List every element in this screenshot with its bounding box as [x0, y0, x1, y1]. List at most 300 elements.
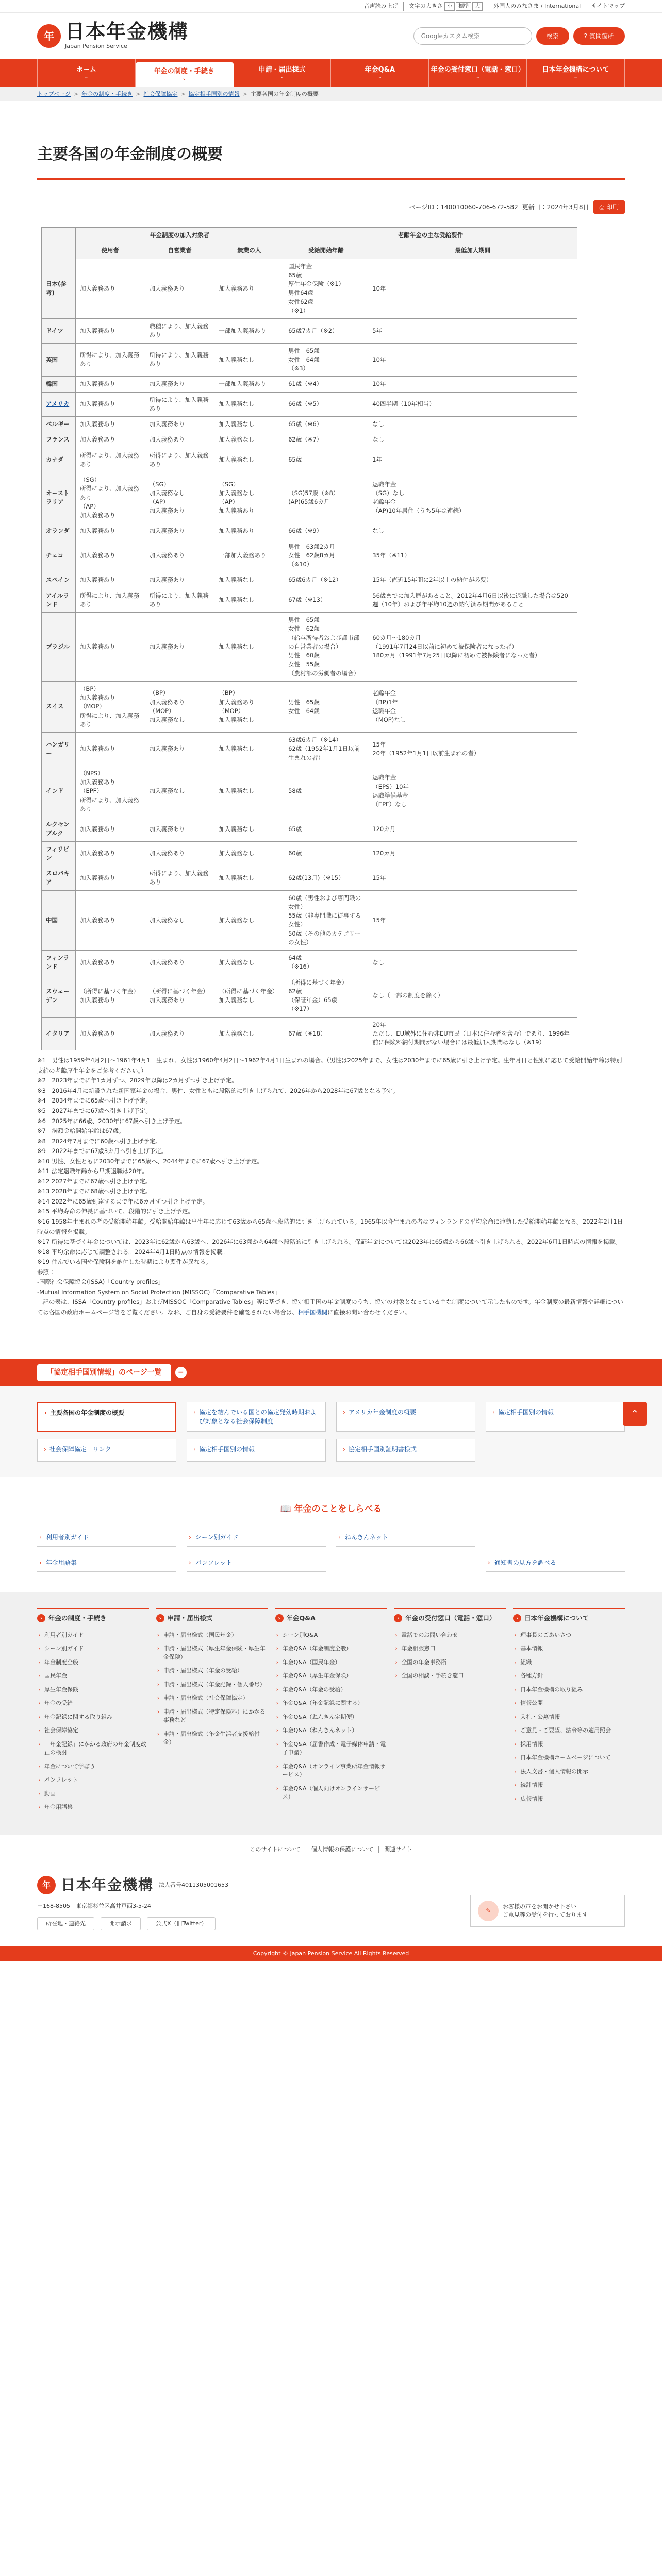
series-link[interactable]	[336, 1439, 475, 1462]
note-line: ※1 男性は1959年4月2日～1961年4月1日生まれ、女性は1960年4月2日～1962年4月1日生まれの場合。（男性は2025年まで、女性は2030年までに65歳に引き上げ予定。生年月日と性別に応じて受給開始年齢は特別支給の老齢厚生年金をご参考ください。）	[37, 1057, 622, 1074]
footer-nav-item[interactable]: › 年金相談窓口	[394, 1642, 506, 1656]
know-link[interactable]	[486, 1554, 625, 1572]
footer-nav-heading-label: 年金の受付窓口（電話・窓口）	[405, 1614, 496, 1622]
table-cell: 加入義務なし	[214, 343, 284, 377]
know-link[interactable]	[37, 1554, 176, 1572]
table-row	[42, 817, 577, 842]
table-row	[42, 681, 577, 732]
series-link-label: 協定相手国別証明書様式	[348, 1446, 417, 1453]
table-cell: 加入義務あり	[75, 866, 145, 891]
footer-nav-item[interactable]: › 基本情報	[513, 1642, 625, 1656]
note-line: ※3 2016年4月に新設された新国家年金の場合、男性、女性ともに段階的に引き上げられて、2026年から2028年に67歳となる予定。	[37, 1087, 399, 1094]
footer-nav-item[interactable]: › 情報公開	[513, 1697, 625, 1710]
update-date: 更新日：2024年3月8日	[522, 204, 589, 211]
page-top-button[interactable]	[623, 1402, 647, 1426]
footer-nav-item[interactable]: › 採用情報	[513, 1738, 625, 1752]
table-cell: 67歳（※18）	[284, 1017, 368, 1050]
footer-nav-item[interactable]: › 年金Q&A（年金記録に関する）	[275, 1697, 387, 1710]
table-cell: 120カ月	[368, 817, 577, 842]
spacer	[486, 1439, 625, 1462]
gnav-item[interactable]	[429, 59, 527, 87]
table-cell: （所得に基づく年金）加入義務なし	[214, 975, 284, 1017]
footer-nav-item[interactable]: › 広報情報	[513, 1792, 625, 1806]
footer-nav-item[interactable]: › ご意見・ご要望、法令等の適用照会	[513, 1724, 625, 1738]
arrow-up-icon: ⌃	[630, 1408, 639, 1420]
table-cell: 男性 65歳 女性 64歳	[284, 681, 368, 732]
footer-nav-heading[interactable]	[394, 1608, 506, 1629]
pension-table	[41, 227, 577, 1050]
table-cell: 加入義務なし	[214, 417, 284, 432]
table-cell: 加入義務あり	[75, 841, 145, 866]
table-cell: 60歳（男性および専門職の女性） 55歳（非専門職に従事する女性） 50歳（その他のカテゴリーの女性）	[284, 890, 368, 951]
voice-readout-link[interactable]: 音声読み上げ	[363, 2, 398, 9]
table-cell: 加入義務あり	[145, 259, 214, 319]
table-header-row	[42, 228, 577, 243]
twitter-button[interactable]: 公式X（旧Twitter）	[147, 1917, 216, 1931]
note-line: ※19 住んでいる国や保険料を納付した時期により要件が異なる。	[37, 1258, 212, 1266]
breadcrumb-item[interactable]: 協定相手国別の情報	[188, 90, 240, 97]
note-line: ※13 2028年までに68歳へ引き上げ予定。	[37, 1188, 152, 1195]
know-link[interactable]	[187, 1529, 326, 1547]
table-row	[42, 432, 577, 448]
print-button[interactable]: ⎙ 印刷	[593, 200, 625, 214]
table-cell: 老齢年金 （BP)1年 退職年金 （MOP)なし	[368, 681, 577, 732]
note-line: ※18 平均余命に応じて調整される。2024年4月1日時点の情報を掲載。	[37, 1248, 228, 1256]
footer-nav-item[interactable]: › 組織	[513, 1656, 625, 1670]
series-link-label: アメリカ年金制度の概要	[348, 1409, 416, 1416]
footer-nav-item[interactable]: › 入札・公募情報	[513, 1710, 625, 1724]
table-cell: 加入義務あり	[145, 841, 214, 866]
table-cell: 男性 63歳2カ月 女性 62歳8カ月 （※10）	[284, 539, 368, 572]
know-link-label: パンフレット	[195, 1558, 233, 1566]
country-cell: 韓国	[42, 377, 76, 392]
table-cell: （所得に基づく年金） 62歳 （保証年金）65歳 （※17）	[284, 975, 368, 1017]
footer-nav-item[interactable]: › 利用者別ガイド	[37, 1629, 149, 1642]
table-cell: 加入義務あり	[75, 432, 145, 448]
footer-nav-item[interactable]: › 厚生年金保険	[37, 1683, 149, 1697]
arrow-right-icon: ›	[513, 1614, 521, 1622]
series-link-label: 協定を結んでいる国との協定発効時期および対象となる社会保障制度	[198, 1409, 317, 1426]
chat-icon: ✎	[478, 1901, 499, 1921]
note-line: ※17 所得に基づく年金については、2023年に62歳から63歳へ、2026年に63歳から64歳へ段階的に引き上げられる。保証年金については2023年に65歳から66歳へ引き上げられる。2022年6月1日時点の情報を掲載。	[37, 1238, 621, 1246]
page-id: ページID：140010060-706-672-582	[409, 204, 518, 211]
footer-nav-item[interactable]: › シーン別ガイド	[37, 1642, 149, 1656]
table-row	[42, 951, 577, 975]
breadcrumb-separator: >	[74, 90, 79, 97]
table-cell: 加入義務あり	[75, 417, 145, 432]
spacer	[336, 1554, 475, 1572]
note-text: 上記の表は、ISSA「Country profiles」およびMISSOC「Comparative Tables」等に基づき、協定相手国の年金制度のうち、協定の対象となっている主な制度について示したものです。年金制度の最新情報や詳細については各国の政府ホームページ等をご覧ください。なお、ご自身の受給要件を確認されたい場合は、	[37, 1298, 623, 1316]
table-row	[42, 539, 577, 572]
country-cell: ルクセンブルク	[42, 817, 76, 842]
table-cell: 加入義務あり	[75, 1017, 145, 1050]
footer-nav-heading-label: 年金Q&A	[286, 1614, 316, 1622]
footer-nav-item[interactable]: › シーン別Q&A	[275, 1629, 387, 1642]
sitemap-link[interactable]: サイトマップ	[586, 2, 625, 11]
table-cell: 65歳7カ月（※2）	[284, 319, 368, 344]
arrow-right-icon: ›	[37, 1614, 45, 1622]
footer-nav-item[interactable]: › 動画	[37, 1787, 149, 1801]
table-cell: 所得により、加入義務あり	[75, 588, 145, 613]
about-site-link[interactable]: このサイトについて	[250, 1845, 301, 1853]
footer-nav	[0, 1592, 662, 1835]
series-link-label: 協定相手国別の情報	[498, 1409, 554, 1416]
table-cell: 加入義務なし	[214, 1017, 284, 1050]
country-cell: フィンランド	[42, 951, 76, 975]
faq-button[interactable]: ? 質問箇所	[573, 27, 625, 45]
table-cell: 加入義務あり	[145, 523, 214, 539]
footer-nav-heading[interactable]	[513, 1608, 625, 1629]
series-link[interactable]	[187, 1439, 326, 1462]
note-line: ※15 平均寿命の伸長に基づいて、段階的に引き上げ予定。	[37, 1208, 194, 1215]
table-cell: なし	[368, 417, 577, 432]
table-cell: 加入義務なし	[214, 448, 284, 472]
table-cell: 所得により、加入義務あり	[75, 448, 145, 472]
series-link[interactable]	[37, 1439, 176, 1462]
table-cell: 56歳までに加入歴があること。2012年4月6日以後に退職した場合は520週（10年）および年平均10週の納付済み期間があること	[368, 588, 577, 613]
footer-nav-item[interactable]: › 日本年金機構ホームページについて	[513, 1751, 625, 1765]
table-row	[42, 890, 577, 951]
table-cell: 65歳	[284, 817, 368, 842]
series-header	[0, 1359, 662, 1386]
table-cell: 加入義務なし	[145, 890, 214, 951]
footer-nav-item[interactable]: › 申請・届出様式（年金記録・個人番号）	[156, 1678, 268, 1692]
note-line: 参照：	[37, 1268, 55, 1276]
page-title: 主要各国の年金制度の概要	[37, 143, 625, 180]
note-line	[37, 1297, 625, 1317]
footer	[0, 1864, 662, 1946]
partner-agency-link[interactable]: 相手国機関	[297, 1308, 328, 1316]
footer-nav-heading-label: 日本年金機構について	[524, 1614, 589, 1622]
know-link-label: 利用者別ガイド	[45, 1533, 89, 1541]
header-coverage: 年金制度の加入対象者	[75, 228, 284, 243]
country-cell: カナダ	[42, 448, 76, 472]
footer-nav-item[interactable]: › 「年金記録」にかかる政府の年金制度改正の検討	[37, 1738, 149, 1760]
table-cell: 加入義務あり	[214, 523, 284, 539]
notes	[37, 1056, 625, 1317]
gnav-item[interactable]	[136, 62, 234, 87]
table-cell: 加入義務あり	[75, 319, 145, 344]
country-cell: オーストラリア	[42, 472, 76, 523]
footer-nav-heading[interactable]	[275, 1608, 387, 1629]
table-cell: なし	[368, 523, 577, 539]
footer-nav-item[interactable]: › 電話でのお問い合わせ	[394, 1629, 506, 1642]
table-cell: 加入義務あり	[145, 539, 214, 572]
font-size-control: 文字の大きさ 小 標準 大	[403, 2, 483, 11]
font-large-button[interactable]: 大	[472, 2, 483, 11]
table-cell: 66歳（※5）	[284, 392, 368, 417]
footer-nav-item[interactable]: › 年金Q&A（ねんきんネット）	[275, 1724, 387, 1738]
related-sites-link[interactable]: 関連サイト	[378, 1846, 417, 1853]
table-cell: （BP） 加入義務あり （MOP） 加入義務なし	[214, 681, 284, 732]
search-input[interactable]	[413, 27, 532, 45]
global-nav	[0, 59, 662, 87]
know-link-label: シーン別ガイド	[195, 1533, 239, 1541]
table-cell: 60歳	[284, 841, 368, 866]
table-cell: 加入義務あり	[145, 733, 214, 766]
column-header: 最低加入期間	[368, 243, 577, 259]
footer-nav-column	[394, 1608, 506, 1815]
table-row	[42, 392, 577, 417]
feedback-banner[interactable]: ✎ お客様の声をお聞かせ下さい ご意見等の受付を行っております	[470, 1895, 625, 1927]
table-cell: 加入義務あり	[214, 259, 284, 319]
note-line: ※9 2022年までに67歳3カ月へ引き上げ予定。	[37, 1147, 168, 1155]
footer-nav-item[interactable]: › 統計情報	[513, 1778, 625, 1792]
collapse-icon[interactable]: −	[175, 1367, 187, 1378]
footer-nav-item[interactable]: › 日本年金機構の取り組み	[513, 1683, 625, 1697]
table-cell: 加入義務あり	[145, 417, 214, 432]
country-cell: スペイン	[42, 572, 76, 588]
table-cell: （所得に基づく年金）加入義務あり	[145, 975, 214, 1017]
table-cell: 所得により、加入義務あり	[145, 866, 214, 891]
table-row	[42, 472, 577, 523]
footer-nav-item[interactable]: › 年金Q&A（個人向けオンラインサービス）	[275, 1782, 387, 1804]
footer-nav-item[interactable]: › 申請・届出様式（社会保障協定）	[156, 1691, 268, 1705]
footer-nav-item[interactable]: › 年金用語集	[37, 1801, 149, 1815]
footer-nav-item[interactable]: › 年金制度全般	[37, 1656, 149, 1670]
table-cell: 加入義務あり	[145, 572, 214, 588]
chevron-down-icon: ⌄	[280, 74, 284, 80]
note-line: ※6 2025年に66歳、2030年に67歳へ引き上げ予定。	[37, 1117, 186, 1125]
table-cell: 65歳6カ月（※12）	[284, 572, 368, 588]
disclosure-button[interactable]: 開示請求	[101, 1917, 141, 1931]
table-cell: 一部加入義務あり	[214, 319, 284, 344]
gnav-item[interactable]	[234, 59, 332, 87]
series-link-label: 社会保障協定 リンク	[49, 1446, 111, 1453]
arrow-right-icon: ›	[492, 1409, 495, 1416]
footer-nav-item[interactable]: › パンフレット	[37, 1773, 149, 1787]
breadcrumb-separator: >	[242, 90, 247, 97]
book-icon: 📖	[280, 1504, 294, 1515]
table-cell: 加入義務なし	[214, 841, 284, 866]
table-row	[42, 733, 577, 766]
table-cell: 15年	[368, 890, 577, 951]
font-small-button[interactable]: 小	[444, 2, 455, 11]
table-cell: 40四半期（10年相当）	[368, 392, 577, 417]
help-icon: ?	[584, 32, 587, 40]
font-standard-button[interactable]: 標準	[456, 2, 471, 11]
footer-nav-column	[275, 1608, 387, 1815]
country-cell: イタリア	[42, 1017, 76, 1050]
table-cell: 加入義務あり	[145, 613, 214, 682]
table-cell: 所得により、加入義務あり	[145, 588, 214, 613]
gnav-label: 日本年金機構について	[542, 65, 609, 74]
footer-nav-item[interactable]: › 全国の相談・手続き窓口	[394, 1669, 506, 1683]
country-cell: チェコ	[42, 539, 76, 572]
table-cell: 10年	[368, 259, 577, 319]
footer-nav-item[interactable]: › 年金の受給	[37, 1697, 149, 1710]
breadcrumb-item[interactable]: 年金の制度・手続き	[81, 90, 133, 97]
footer-nav-heading-label: 申請・届出様式	[167, 1614, 213, 1622]
arrow-right-icon: ›	[338, 1533, 341, 1541]
footer-nav-item[interactable]: › 国民年金	[37, 1669, 149, 1683]
table-cell: 加入義務あり	[75, 572, 145, 588]
gnav-label: 年金の受付窓口（電話・窓口）	[431, 65, 525, 74]
gnav-item[interactable]	[37, 59, 136, 87]
footer-nav-heading[interactable]	[156, 1608, 268, 1629]
gnav-label: 年金Q&A	[365, 65, 395, 74]
table-cell: 加入義務なし	[145, 766, 214, 817]
arrow-right-icon: ›	[156, 1614, 164, 1622]
arrow-right-icon: ›	[193, 1446, 196, 1453]
arrow-right-icon: ›	[275, 1614, 284, 1622]
arrow-right-icon: ›	[394, 1614, 402, 1622]
series-link[interactable]	[486, 1402, 625, 1432]
table-cell: （SG)57歳（※8） (AP)65歳6カ月	[284, 472, 368, 523]
table-cell: 加入義務あり	[145, 817, 214, 842]
table-cell: 61歳（※4）	[284, 377, 368, 392]
footer-nav-heading[interactable]	[37, 1608, 149, 1629]
breadcrumb-item[interactable]: 社会保障協定	[143, 90, 178, 97]
footer-nav-item[interactable]: › 年金Q&A（ねんきん定期便）	[275, 1710, 387, 1724]
corporate-number: 法人番号4011305001653	[159, 1881, 228, 1888]
series-link-label: 協定相手国別の情報	[198, 1446, 255, 1453]
footer-nav-item[interactable]: › 申請・届出様式（年金生活者支援給付金）	[156, 1727, 268, 1750]
table-cell: 加入義務なし	[214, 733, 284, 766]
logo-en: Japan Pension Service	[65, 42, 127, 49]
header	[0, 13, 662, 59]
footer-nav-item[interactable]: › 年金Q&A（年金の受給）	[275, 1683, 387, 1697]
footer-nav-item[interactable]: › 理事長のごあいさつ	[513, 1629, 625, 1642]
table-cell: 一部加入義務あり	[214, 377, 284, 392]
column-header: 使用者	[75, 243, 145, 259]
spacer	[486, 1529, 625, 1547]
location-button[interactable]: 所在地・連絡先	[37, 1917, 94, 1931]
know-title: 年金のことをしらべる	[294, 1504, 382, 1515]
country-cell: 英国	[42, 343, 76, 377]
table-cell: 加入義務なし	[214, 588, 284, 613]
column-header: 自営業者	[145, 243, 214, 259]
column-header: 無業の人	[214, 243, 284, 259]
footer-nav-item[interactable]: › 申請・届出様式（厚生年金保険・厚生年金保険）	[156, 1642, 268, 1664]
table-cell: 加入義務あり	[75, 377, 145, 392]
country-cell: フランス	[42, 432, 76, 448]
table-cell: 加入義務あり	[75, 523, 145, 539]
country-cell: スイス	[42, 681, 76, 732]
header-requirements: 老齢年金の主な受給要件	[284, 228, 577, 243]
country-cell: アイルランド	[42, 588, 76, 613]
footer-nav-item[interactable]: › 各種方針	[513, 1669, 625, 1683]
site-logo[interactable]	[37, 22, 189, 51]
footer-nav-item[interactable]: › 年金Q&A（オンライン事業所年金情報サービス）	[275, 1760, 387, 1782]
footer-logo-name: 日本年金機構	[61, 1876, 154, 1894]
footer-nav-item[interactable]: › 年金Q&A（厚生年金保険）	[275, 1669, 387, 1683]
arrow-right-icon: ›	[44, 1446, 46, 1453]
table-header-row	[42, 243, 577, 259]
international-link[interactable]: 外国人のみなさま / International	[488, 2, 581, 11]
copyright: Copyright © Japan Pension Service All Rights Reserved	[0, 1946, 662, 1961]
table-row	[42, 448, 577, 472]
country-link[interactable]: アメリカ	[46, 400, 70, 408]
arrow-right-icon: ›	[193, 1409, 196, 1416]
note-line: ※12 2027年までに67歳へ引き上げ予定。	[37, 1177, 152, 1185]
chevron-down-icon: ⌄	[475, 74, 480, 80]
table-cell: 所得により、加入義務あり	[145, 343, 214, 377]
gnav-item[interactable]	[527, 59, 625, 87]
note-line: ※2 2023年までに年1カ月ずつ、2029年以降は2カ月ずつ引き上げ予定。	[37, 1077, 238, 1084]
table-cell: 男性 65歳 女性 64歳 （※3）	[284, 343, 368, 377]
table-cell: なし（一部の制度を除く）	[368, 975, 577, 1017]
footer-nav-item[interactable]: › 社会保障協定	[37, 1724, 149, 1738]
table-cell: 退職年金 （EPS）10年 退職準備基金 （EPF）なし	[368, 766, 577, 817]
table-cell: 58歳	[284, 766, 368, 817]
table-cell: 所得により、加入義務あり	[75, 343, 145, 377]
gnav-item[interactable]	[331, 59, 429, 87]
country-cell: フィリピン	[42, 841, 76, 866]
series-links	[0, 1386, 662, 1477]
note-line: ※10 男性、女性ともに2030年までに65歳へ、2044年までに67歳へ引き上げ予定。	[37, 1157, 263, 1165]
table-cell: 国民年金 65歳 厚生年金保険（※1） 男性64歳 女性62歳 （※1）	[284, 259, 368, 319]
country-cell	[42, 392, 76, 417]
table-row	[42, 766, 577, 817]
country-cell: オランダ	[42, 523, 76, 539]
footer-nav-item[interactable]: › 年金について学ぼう	[37, 1760, 149, 1774]
footer-nav-item[interactable]: › 年金記録に関する取り組み	[37, 1710, 149, 1724]
series-link[interactable]	[37, 1402, 176, 1432]
table-cell: 加入義務あり	[75, 951, 145, 975]
country-cell: 中国	[42, 890, 76, 951]
know-link-label: ねんきんネット	[344, 1533, 388, 1541]
footer-nav-item[interactable]: › 年金Q&A（届書作成・電子媒体申請・電子申請）	[275, 1738, 387, 1760]
table-cell: 職種により、加入義務あり	[145, 319, 214, 344]
table-row	[42, 613, 577, 682]
table-cell: 15年（直近15年間に2年以上の納付が必要）	[368, 572, 577, 588]
series-link[interactable]	[336, 1402, 475, 1432]
note-line: ※7 満額金給開始年齢は67歳。	[37, 1127, 125, 1135]
footer-nav-item[interactable]: › 申請・届出様式（年金の受給）	[156, 1664, 268, 1678]
country-cell: ブラジル	[42, 613, 76, 682]
note-line: ※14 2022年に65歳到達するまで年に6カ月ずつ引き上げ予定。	[37, 1197, 209, 1205]
footer-nav-item[interactable]: › 法人文書・個人情報の開示	[513, 1765, 625, 1779]
series-link[interactable]	[187, 1402, 326, 1432]
footer-nav-item[interactable]: › 年金Q&A（国民年金）	[275, 1656, 387, 1670]
breadcrumb-item[interactable]: トップページ	[37, 90, 71, 97]
table-row	[42, 319, 577, 344]
know-link[interactable]	[187, 1554, 326, 1572]
footer-nav-item[interactable]: › 全国の年金事務所	[394, 1656, 506, 1670]
table-row	[42, 259, 577, 319]
table-row	[42, 377, 577, 392]
table-cell: 男性 65歳 女性 62歳 （給与所得者および都市部の自営業者の場合） 男性 60歳 女性 55歳 （農村部の労働者の場合）	[284, 613, 368, 682]
breadcrumb-separator: >	[180, 90, 186, 97]
search-button[interactable]: 検索	[536, 27, 569, 45]
table-row	[42, 417, 577, 432]
table-cell: 加入義務なし	[214, 866, 284, 891]
know-link[interactable]	[37, 1529, 176, 1547]
arrow-right-icon: ›	[44, 1409, 47, 1417]
table-cell: なし	[368, 432, 577, 448]
chevron-down-icon: ⌄	[378, 74, 382, 80]
table-cell: 加入義務あり	[75, 539, 145, 572]
breadcrumb	[0, 87, 662, 101]
table-cell: 退職年金 （SG）なし 老齢年金 （AP)10年居住（うち5年は連続）	[368, 472, 577, 523]
utility-bar	[0, 0, 662, 13]
arrow-right-icon: ›	[39, 1558, 42, 1566]
privacy-link[interactable]: 個人情報の保護について	[306, 1846, 379, 1853]
table-cell: 10年	[368, 343, 577, 377]
know-link[interactable]	[336, 1529, 475, 1547]
footer-nav-item[interactable]: › 年金Q&A（年金制度全般）	[275, 1642, 387, 1656]
footer-nav-item[interactable]: › 申請・届出様式（特定保険料）にかかる事務など	[156, 1705, 268, 1727]
table-cell: （SG） 加入義務なし （AP） 加入義務あり	[214, 472, 284, 523]
footer-nav-column	[156, 1608, 268, 1815]
table-cell: 加入義務あり	[75, 890, 145, 951]
table-cell: 15年	[368, 866, 577, 891]
footer-nav-item[interactable]: › 申請・届出様式（国民年金）	[156, 1629, 268, 1642]
table-cell: （BP） 加入義務あり （MOP） 加入義務なし	[145, 681, 214, 732]
arrow-right-icon: ›	[343, 1409, 345, 1416]
footer-logo-mark: 年	[37, 1876, 56, 1894]
